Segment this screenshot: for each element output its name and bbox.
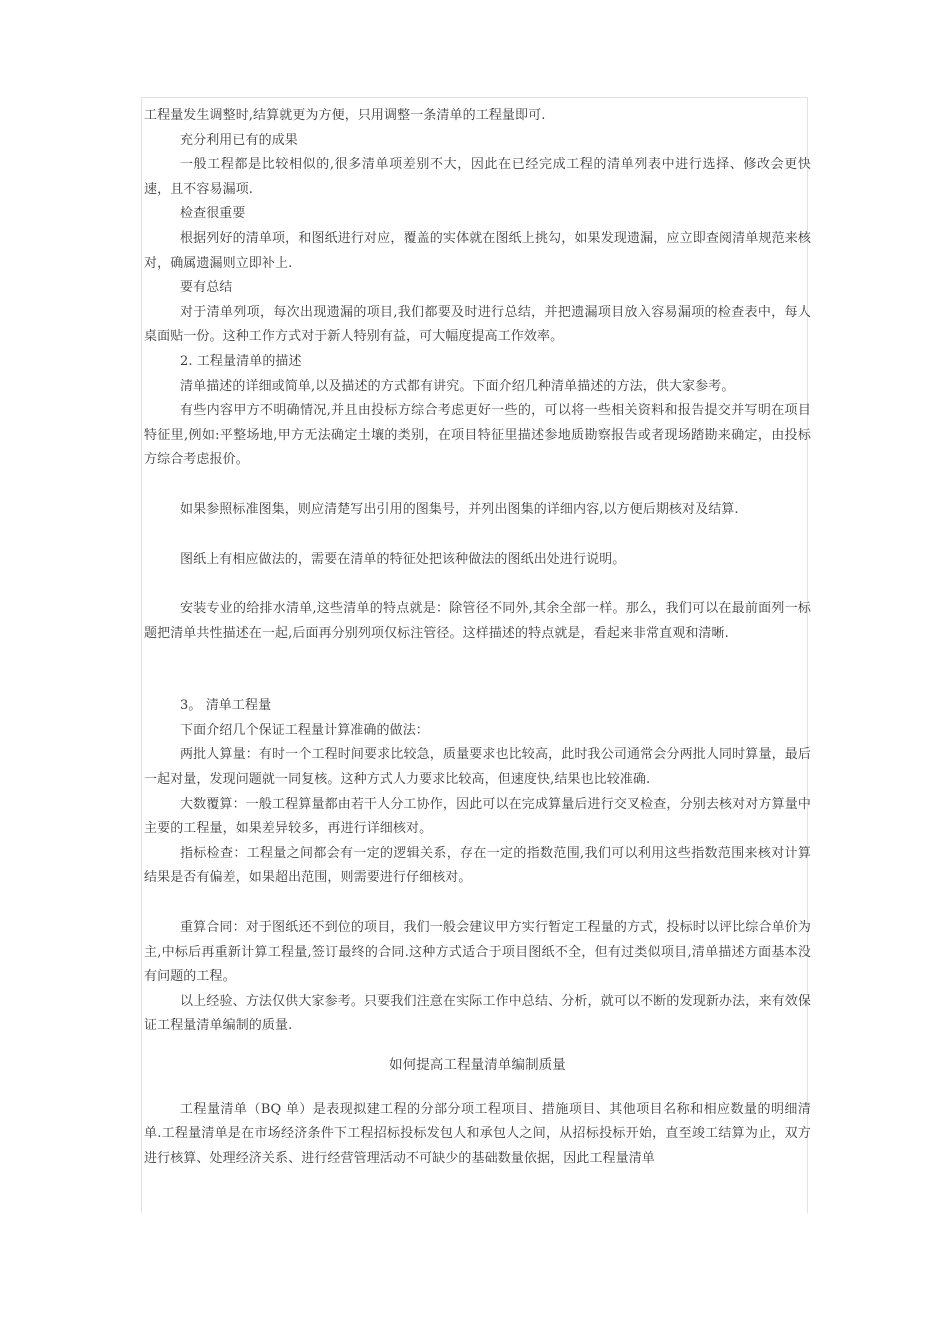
section-heading: 要有总结 (180, 280, 233, 296)
paragraph: 工程量清单（BQ 单）是表现拟建工程的分部分项工程项目、措施项目、其他项目名称和相应数量的明细清单.工程量清单是在市场经济条件下工程招标投标发包人和承包人之间，从招标投标开始，直至竣工结算为止，双方进行核算、处理经济关系、进行经营管理活动不可缺少的基础数量依据，因此工程量清单 (144, 1101, 811, 1166)
paragraph: 大数覆算：一般工程算量都由若干人分工协作，因此可以在完成算量后进行交叉检查，分别去核对对方算量中主要的工程量，如果差异较多，再进行详细核对。 (144, 796, 811, 837)
document-body (144, 104, 811, 1171)
paragraph: 下面介绍几个保证工程量计算准确的做法： (180, 722, 429, 738)
paragraph: 以上经验、方法仅供大家参考。只要我们注意在实际工作中总结、分析，就可以不断的发现新办法，来有效保证工程量清单编制的质量. (144, 993, 811, 1034)
paragraph: 两批人算量：有时一个工程时间要求比较急，质量要求也比较高，此时我公司通常会分两批人同时算量，最后一起对量，发现问题就一同复核。这种方式人力要求比较高，但速度快,结果也比较准确. (144, 747, 811, 788)
paragraph: 清单描述的详细或简单,以及描述的方式都有讲究。下面介绍几种清单描述的方法，供大家参考。 (180, 378, 735, 394)
section-heading: 3。 清单工程量 (180, 698, 272, 714)
section-heading: 检查很重要 (180, 206, 246, 222)
article-title: 如何提高工程量清单编制质量 (389, 1057, 566, 1073)
paragraph: 图纸上有相应做法的，需要在清单的特征处把该种做法的图纸出处进行说明。 (180, 551, 626, 567)
section-heading: 2. 工程量清单的描述 (180, 353, 302, 369)
section-heading: 充分利用已有的成果 (180, 132, 298, 148)
paragraph: 工程量发生调整时,结算就更为方便，只用调整一条清单的工程量即可. (144, 108, 546, 123)
paragraph: 一般工程都是比较相似的,很多清单项差别不大，因此在已经完成工程的清单列表中进行选择、修改会更快速，且不容易漏项. (144, 157, 811, 197)
paragraph: 指标检查：工程量之间都会有一定的逻辑关系，存在一定的指数范围,我们可以利用这些指数范围来核对计算结果是否有偏差，如果超出范围，则需要进行仔细核对。 (144, 845, 811, 886)
paragraph: 有些内容甲方不明确情况,并且由投标方综合考虑更好一些的，可以将一些相关资料和报告提交并写明在项目特征里,例如:平整场地,甲方无法确定土壤的类别，在项目特征里描述参地质勘察报告或者现场踏勘来确定，由投标方综合考虑报价。 (144, 403, 811, 468)
paragraph: 如果参照标准图集，则应清楚写出引用的图集号，并列出图集的详细内容,以方便后期核对及结算. (180, 501, 739, 517)
paragraph: 重算合同：对于图纸还不到位的项目，我们一般会建议甲方实行暂定工程量的方式，投标时以评比综合单价为主,中标后再重新计算工程量,签订最终的合同.这种方式适合于项目图纸不全，但有过类似项目,清单描述方面基本没有问题的工程。 (144, 920, 811, 985)
paragraph: 安装专业的给排水清单,这些清单的特点就是：除管径不同外,其余全部一样。那么，我们可以在最前面列一标题把清单共性描述在一起,后面再分别列项仅标注管径。这样描述的特点就是，看起来非常直观和清晰. (144, 601, 811, 641)
paragraph: 根据列好的清单项，和图纸进行对应，覆盖的实体就在图纸上挑勾，如果发现遗漏，应立即查阅清单规范来核对，确属遗漏则立即补上. (144, 230, 811, 271)
paragraph: 对于清单列项，每次出现遗漏的项目,我们都要及时进行总结，并把遗漏项目放入容易漏项的检查表中，每人桌面贴一份。这种工作方式对于新人特别有益，可大幅度提高工作效率。 (144, 304, 811, 345)
